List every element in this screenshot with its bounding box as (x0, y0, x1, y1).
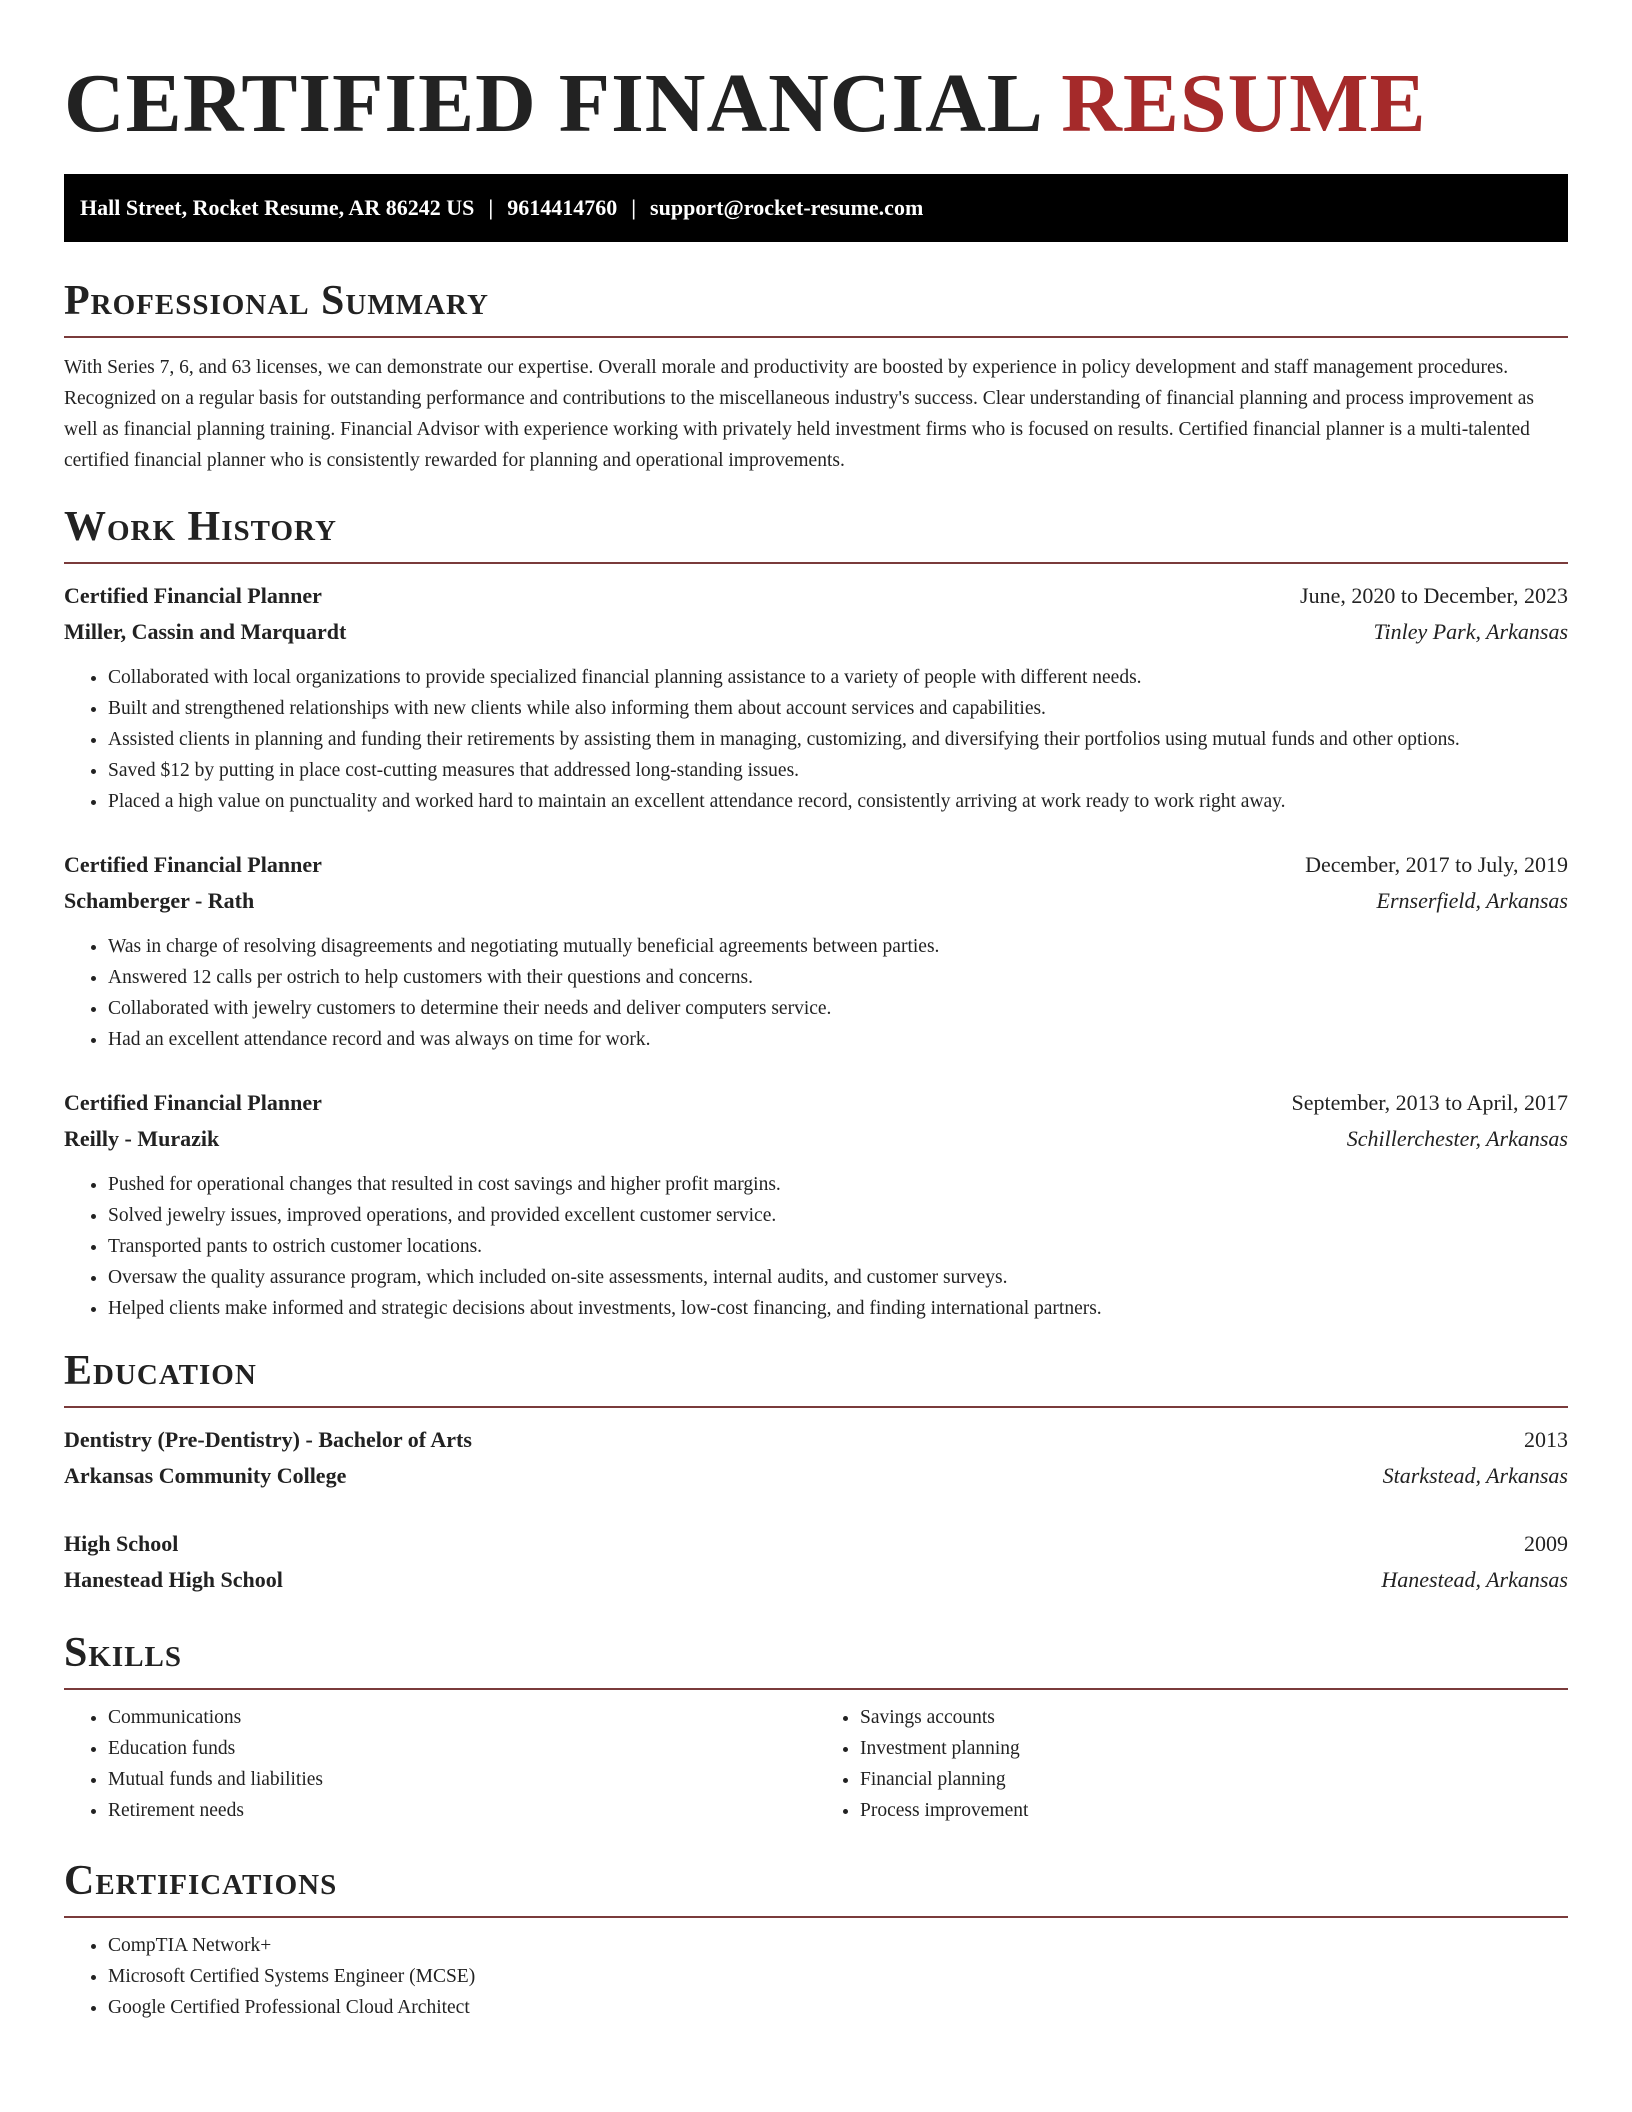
education-header (64, 1526, 1568, 1562)
job-bullet: • Placed a high value on punctuality and worked hard to maintain an excellent attendance record, consistently arriving at work ready to work right away. (108, 786, 1568, 817)
skill-item: • Investment planning (860, 1733, 1568, 1764)
job-bullet: • Oversaw the quality assurance program, which included on-site assessments, internal audits, and customer surveys. (108, 1262, 1568, 1293)
job-bullet: • Answered 12 calls per ostrich to help customers with their questions and concerns. (108, 962, 1568, 993)
certification-item: • CompTIA Network+ (108, 1930, 1568, 1961)
work-heading: Work History (64, 504, 337, 550)
work-section (64, 502, 1568, 1324)
job-bullet: • Saved $12 by putting in place cost-cutting measures that addressed long-standing issues. (108, 755, 1568, 786)
skill-item: • Education funds (108, 1733, 816, 1764)
education-entry (64, 1422, 1568, 1494)
summary-text: With Series 7, 6, and 63 licenses, we can demonstrate our expertise. Overall morale and productivity are boosted by experience in policy development and staff management procedures. Recognized on a regular basis for outstanding performance and contributions to the miscellaneous industry's success. Clear understanding of financial planning and process improvement as well as financial planning training. Financial Advisor with experience working with privately held investment firms who is focused on results. Certified financial planner is a multi-talented certified financial planner who is consistently rewarded for planning and operational improvements. (64, 357, 1534, 471)
job-bullet: • Was in charge of resolving disagreements and negotiating mutually beneficial agreements between parties. (108, 931, 1568, 962)
job-role: Certified Financial Planner (64, 852, 322, 877)
job-company: Schamberger - Rath (64, 888, 255, 913)
contact-phone: 9614414760 (507, 195, 618, 220)
contact-bar (64, 174, 1568, 242)
job-bullet: • Collaborated with local organizations to provide specialized financial planning assistance to a variety of people with different needs. (108, 662, 1568, 693)
section-divider (64, 1406, 1568, 1408)
certifications-section (64, 1856, 1568, 2023)
job-location: Schillerchester, Arkansas (1346, 1126, 1568, 1151)
contact-address: Hall Street, Rocket Resume, AR 86242 US (80, 195, 475, 220)
education-school: Hanestead High School (64, 1567, 283, 1592)
job-company: Reilly - Murazik (64, 1126, 220, 1151)
summary-section (64, 276, 1568, 476)
education-heading: Education (64, 1348, 257, 1394)
skills-heading: Skills (64, 1630, 183, 1676)
skill-item: • Communications (108, 1702, 816, 1733)
education-year: 2013 (1524, 1427, 1568, 1452)
section-divider (64, 336, 1568, 338)
education-entry (64, 1526, 1568, 1598)
job-subheader (64, 883, 1568, 919)
contact-separator: | (631, 195, 637, 220)
skills-section (64, 1628, 1568, 1826)
job-dates: June, 2020 to December, 2023 (1300, 583, 1568, 608)
job-bullet: • Collaborated with jewelry customers to determine their needs and deliver computers service. (108, 993, 1568, 1024)
summary-heading: Professional Summary (64, 278, 489, 324)
section-divider (64, 562, 1568, 564)
education-degree: High School (64, 1531, 179, 1556)
job-dates: December, 2017 to July, 2019 (1305, 852, 1568, 877)
job-bullet: • Built and strengthened relationships with new clients while also informing them about account services and capabilities. (108, 693, 1568, 724)
job-subheader (64, 1121, 1568, 1157)
job-header (64, 847, 1568, 883)
job-dates: September, 2013 to April, 2017 (1291, 1090, 1568, 1115)
certifications-heading: Certifications (64, 1858, 338, 1904)
title-accent: RESUME (1061, 57, 1427, 150)
job-subheader (64, 614, 1568, 650)
certification-item: • Microsoft Certified Systems Engineer (MCSE) (108, 1961, 1568, 1992)
job-bullets (64, 931, 1568, 1055)
section-divider (64, 1688, 1568, 1690)
section-divider (64, 1916, 1568, 1918)
job-role: Certified Financial Planner (64, 583, 322, 608)
job-role: Certified Financial Planner (64, 1090, 322, 1115)
skill-item: • Process improvement (860, 1795, 1568, 1826)
job-company: Miller, Cassin and Marquardt (64, 619, 347, 644)
education-year: 2009 (1524, 1531, 1568, 1556)
job-header (64, 1085, 1568, 1121)
skills-list-right (816, 1702, 1568, 1826)
skills-list-left (64, 1702, 816, 1826)
job-bullet: • Pushed for operational changes that resulted in cost savings and higher profit margins. (108, 1169, 1568, 1200)
education-location: Hanestead, Arkansas (1381, 1567, 1568, 1592)
job-bullets (64, 662, 1568, 817)
job-bullet: • Transported pants to ostrich customer locations. (108, 1231, 1568, 1262)
job-entry (64, 1085, 1568, 1324)
education-subheader (64, 1458, 1568, 1494)
title-main: CERTIFIED FINANCIAL (64, 57, 1040, 150)
contact-separator: | (488, 195, 494, 220)
job-entry (64, 578, 1568, 817)
education-subheader (64, 1562, 1568, 1598)
resume-title (64, 0, 1568, 154)
job-entry (64, 847, 1568, 1055)
education-header (64, 1422, 1568, 1458)
education-section (64, 1346, 1568, 1598)
job-bullet: • Assisted clients in planning and funding their retirements by assisting them in managing, customizing, and diversifying their portfolios using mutual funds and other options. (108, 724, 1568, 755)
certification-item: • Google Certified Professional Cloud Architect (108, 1992, 1568, 2023)
education-school: Arkansas Community College (64, 1463, 347, 1488)
education-location: Starkstead, Arkansas (1382, 1463, 1568, 1488)
job-bullet: • Had an excellent attendance record and was always on time for work. (108, 1024, 1568, 1055)
skill-item: • Retirement needs (108, 1795, 816, 1826)
skill-item: • Financial planning (860, 1764, 1568, 1795)
skills-columns (64, 1702, 1568, 1826)
job-location: Tinley Park, Arkansas (1373, 619, 1568, 644)
job-bullet: • Helped clients make informed and strategic decisions about investments, low-cost financing, and finding international partners. (108, 1293, 1568, 1324)
skill-item: • Mutual funds and liabilities (108, 1764, 816, 1795)
certifications-list (64, 1930, 1568, 2023)
skill-item: • Savings accounts (860, 1702, 1568, 1733)
education-degree: Dentistry (Pre-Dentistry) - Bachelor of Arts (64, 1427, 472, 1452)
contact-email: support@rocket-resume.com (650, 195, 924, 220)
job-bullet: • Solved jewelry issues, improved operations, and provided excellent customer service. (108, 1200, 1568, 1231)
job-header (64, 578, 1568, 614)
job-location: Ernserfield, Arkansas (1376, 888, 1568, 913)
job-bullets (64, 1169, 1568, 1324)
